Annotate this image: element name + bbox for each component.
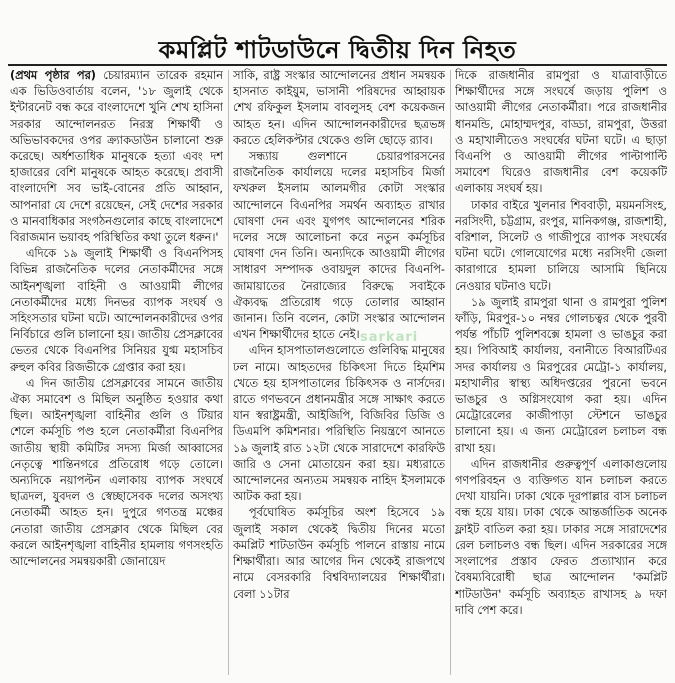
paragraph-text: পূর্বঘোষিত কর্মসূচির অংশ হিসেবে ১৯ জুলাই সকাল থেকেই দ্বিতীয় দিনের মতো কমপ্লিট শাটডাউন কর্মসূচি পালনে রাস্তায় নামে শিক্ষার্থীরা। আর আগের দিন থেকেই রাজপথে নামে বেসরকারি বিশ্ববিদ্যালয়ের শিক্ষার্থীরা। বেলা ১১টার (233, 506, 445, 601)
paragraph (455, 68, 667, 198)
headline-rule (8, 64, 667, 66)
paragraph (233, 343, 445, 505)
previous-page-fragment (0, 0, 675, 14)
paragraph (10, 68, 223, 246)
page-headline: কমপ্লিট শাটডাউনে দ্বিতীয় দিন নিহত (158, 36, 517, 64)
column-divider (450, 70, 451, 675)
paragraph (10, 246, 223, 376)
paragraph-text: এদিকে ১৯ জুলাই শিক্ষার্থী ও বিএনপিসহ বিভিন্ন রাজনৈতিক দলের নেতাকর্মীদের সঙ্গে আইনশৃঙ্খলা বাহিনী ও আওয়ামী লীগের নেতাকর্মীদের মধ্যে দিনভর ব্যাপক সংঘর্ষ ও সহিংসতার ঘটনা ঘটে। আন্দোলনকারীদের ওপর নির্বিচারে গুলি চালানো হয়। জাতীয় প্রেসক্লাবের ভেতর থেকে বিএনপির সিনিয়র যুগ্ম মহাসচিব রুহুল কবির রিজভীকে গ্রেপ্তার করা হয়। (10, 247, 223, 374)
paragraph (233, 68, 445, 149)
continuation-label: (প্রথম পৃষ্ঠার পর) (10, 69, 96, 82)
article-column-1 (10, 68, 223, 678)
watermark: sarkari (360, 330, 419, 345)
paragraph (455, 198, 667, 295)
paragraph-text: চেয়ারম্যান তারেক রহমান এক ভিডিওবার্তায় বলেন, '১৮ জুলাই থেকে ইন্টারনেট বন্ধ করে বাংলাদেশে খুনি শেখ হাসিনা সরকার আন্দোলনরত নিরস্ত্র শিক্ষার্থী ও অভিভাবকদের ওপর ক্র্যাকডাউন চালানো শুরু করেছে। অর্ধশতাধিক মানুষকে হত্যা এবং দশ হাজারের বেশি মানুষকে আহত করেছে। প্রবাসী বাংলাদেশি সব ভাই-বোনের প্রতি আহ্বান, আপনারা যে দেশে রয়েছেন, সেই দেশের সরকার ও মানবাধিকার সংগঠনগুলোর কাছে বাংলাদেশে বিরাজমান ভয়াবহ পরিস্থিতির কথা তুলে ধরুন।' (10, 69, 223, 245)
article-column-2 (233, 68, 445, 678)
paragraph (233, 149, 445, 343)
paragraph-text: ১৯ জুলাই রামপুরা থানা ও রামপুরা পুলিশ ফাঁড়ি, মিরপুর-১০ নম্বর গোলচত্বর থেকে পুরবী পর্যন্ত পাঁচটি পুলিশবক্সে হামলা ও ভাঙচুর করা হয়। পিবিআই কার্যালয়, বনানীতে বিআরটিএর সদর কার্যালয় ও মিরপুরের মেট্রো-১ কার্যালয়, মহাখালীর স্বাস্থ্য অধিদপ্তরের পুরনো ভবনে ভাঙচুর ও অগ্নিসংযোগ করা হয়। এদিন মেট্রোরেলের কাজীপাড়া স্টেশনে ভাঙচুর চালানো হয়। এ জন্য মেট্রোরেল চলাচল বন্ধ রাখা হয়। (455, 295, 667, 455)
article-column-3 (455, 68, 667, 678)
paragraph-text: ঢাকার বাইরে খুলনার শিববাড়ী, ময়মনসিংহ, নরসিংদী, চট্টগ্রাম, রংপুর, মানিকগঞ্জ, রাজশাহী, বরিশাল, সিলেট ও গাজীপুরে ব্যাপক সংঘর্ষের ঘটনা ঘটে। গোলযোগের মধ্যে নরসিংদী জেলা কারাগারে হামলা চালিয়ে আসামি ছিনিয়ে নেওয়ার ঘটনাও ঘটে। (455, 198, 667, 293)
paragraph-text: সন্ধ্যায় গুলশানে চেয়ারপারসনের রাজনৈতিক কার্যালয়ে দলের মহাসচিব মির্জা ফখরুল ইসলাম আলমগীর কোটা সংস্কার আন্দোলনে বিএনপির সমর্থন অব্যাহত রাখার ঘোষণা দেন এবং যুগপৎ আন্দোলনের শরিক দলের সঙ্গে আলোচনা করে নতুন কর্মসূচির ঘোষণা দেন তিনি। অন্যদিকে আওয়ামী লীগের সাধারণ সম্পাদক ওবায়দুল কাদের বিএনপি-জামায়াতের নৈরাজ্যের বিরুদ্ধে সবাইকে ঐক্যবদ্ধ প্রতিরোধ গড়ে তোলার আহ্বান জানান। তিনি বলেন, কোটা সংস্কার আন্দোলন এখন শিক্ষার্থীদের হাতে নেই। (233, 150, 445, 342)
paragraph-text: এদিন হাসপাতালগুলোতে গুলিবিদ্ধ মানুষের ঢল নামে। আহতদের চিকিৎসা দিতে হিমশিম খেতে হয় হাসপাতালের চিকিৎসক ও নার্সদের। রাতে গণভবনে প্রধানমন্ত্রীর সঙ্গে সাক্ষাৎ করতে যান স্বরাষ্ট্রমন্ত্রী, আইজিপি, বিজিবির ডিজি ও ডিএমপি কমিশনার। পরিস্থিতি নিয়ন্ত্রণে আনতে ১৯ জুলাই রাত ১২টা থেকে সারাদেশে কারফিউ জারি ও সেনা মোতায়েন করা হয়। মধ্যরাতে আন্দোলনের অন্যতম সমন্বয়ক নাহিদ ইসলামকে আটক করা হয়। (233, 344, 445, 504)
paragraph (10, 376, 223, 570)
paragraph (455, 295, 667, 457)
column-divider (228, 70, 229, 675)
paragraph-text: এ দিন জাতীয় প্রেসক্লাবের সামনে জাতীয় ঐক্য সমাবেশ ও মিছিল অনুষ্ঠিত হওয়ার কথা ছিল। আইনশৃঙ্খলা বাহিনীর গুলি ও টিয়ার শেলে কর্মসূচি পণ্ড হলে নেতাকর্মীরা বিএনপির জাতীয় স্থায়ী কমিটির সদস্য মির্জা আব্বাসের নেতৃত্বে শান্তিনগরে প্রতিরোধ গড়ে তোলে। অন্যদিকে নয়াপল্টন এলাকায় ব্যাপক সংঘর্ষে ছাত্রদল, যুবদল ও স্বেচ্ছাসেবক দলের অসংখ্য নেতাকর্মী আহত হন। দুপুরে গণতন্ত্র মঞ্চের নেতারা জাতীয় প্রেসক্লাব থেকে মিছিল বের করলে আইনশৃঙ্খলা বাহিনীর হামলায় গণসংহতি আন্দোলনের সমন্বয়কারী জোনায়েদ (10, 376, 223, 569)
paragraph (455, 457, 667, 619)
paragraph-text: সাকি, রাষ্ট্র সংস্কার আন্দোলনের প্রধান সমন্বয়ক হাসনাত কাইয়ুম, ভাসানী পরিষদের আহ্বায়ক শেখ রফিকুল ইসলাম বাবলুসহ বেশ কয়েকজন আহত হন। এদিন আন্দোলনকারীদের ছত্রভঙ্গ করতে হেলিকপ্টার থেকেও গুলি ছোড়ে র‍্যাব। (233, 69, 445, 147)
paragraph-text: এদিন রাজধানীর গুরুত্বপূর্ণ এলাকাগুলোয় গণপরিবহন ও ব্যক্তিগত যান চলাচল করতে দেখা যায়নি। ঢাকা থেকে দূরপাল্লার বাস চলাচল বন্ধ হয়ে যায়। ঢাকা থেকে আন্তর্জাতিক অনেক ফ্লাইট বাতিল করা হয়। ঢাকার সঙ্গে সারাদেশের রেল চলাচলও বন্ধ ছিল। এদিন সরকারের সঙ্গে সংলাপের প্রস্তাব ফেরত প্রত্যাখ্যান করে বৈষম্যবিরোধী ছাত্র আন্দোলন 'কমপ্লিট শাটডাউন' কর্মসূচি অব্যাহত রাখাসহ ৯ দফা দাবি পেশ করে। (455, 457, 667, 617)
paragraph-text: দিকে রাজধানীর রামপুরা ও যাত্রাবাড়ীতে শিক্ষার্থীদের সঙ্গে সংঘর্ষে জড়ায় পুলিশ ও আওয়ামী লীগের নেতাকর্মীরা। পরে রাজধানীর ধানমন্ডি, মোহাম্মদপুর, বাড্ডা, রামপুরা, উত্তরা ও মহাখালীতেও সংঘর্ষের ঘটনা ঘটে। এ ছাড়া বিএনপি ও আওয়ামী লীগের পাল্টাপাল্টি সমাবেশ ঘিরেও রাজধানীর বেশ কয়েকটি এলাকায় সংঘর্ষ হয়। (455, 69, 667, 196)
paragraph (233, 505, 445, 602)
